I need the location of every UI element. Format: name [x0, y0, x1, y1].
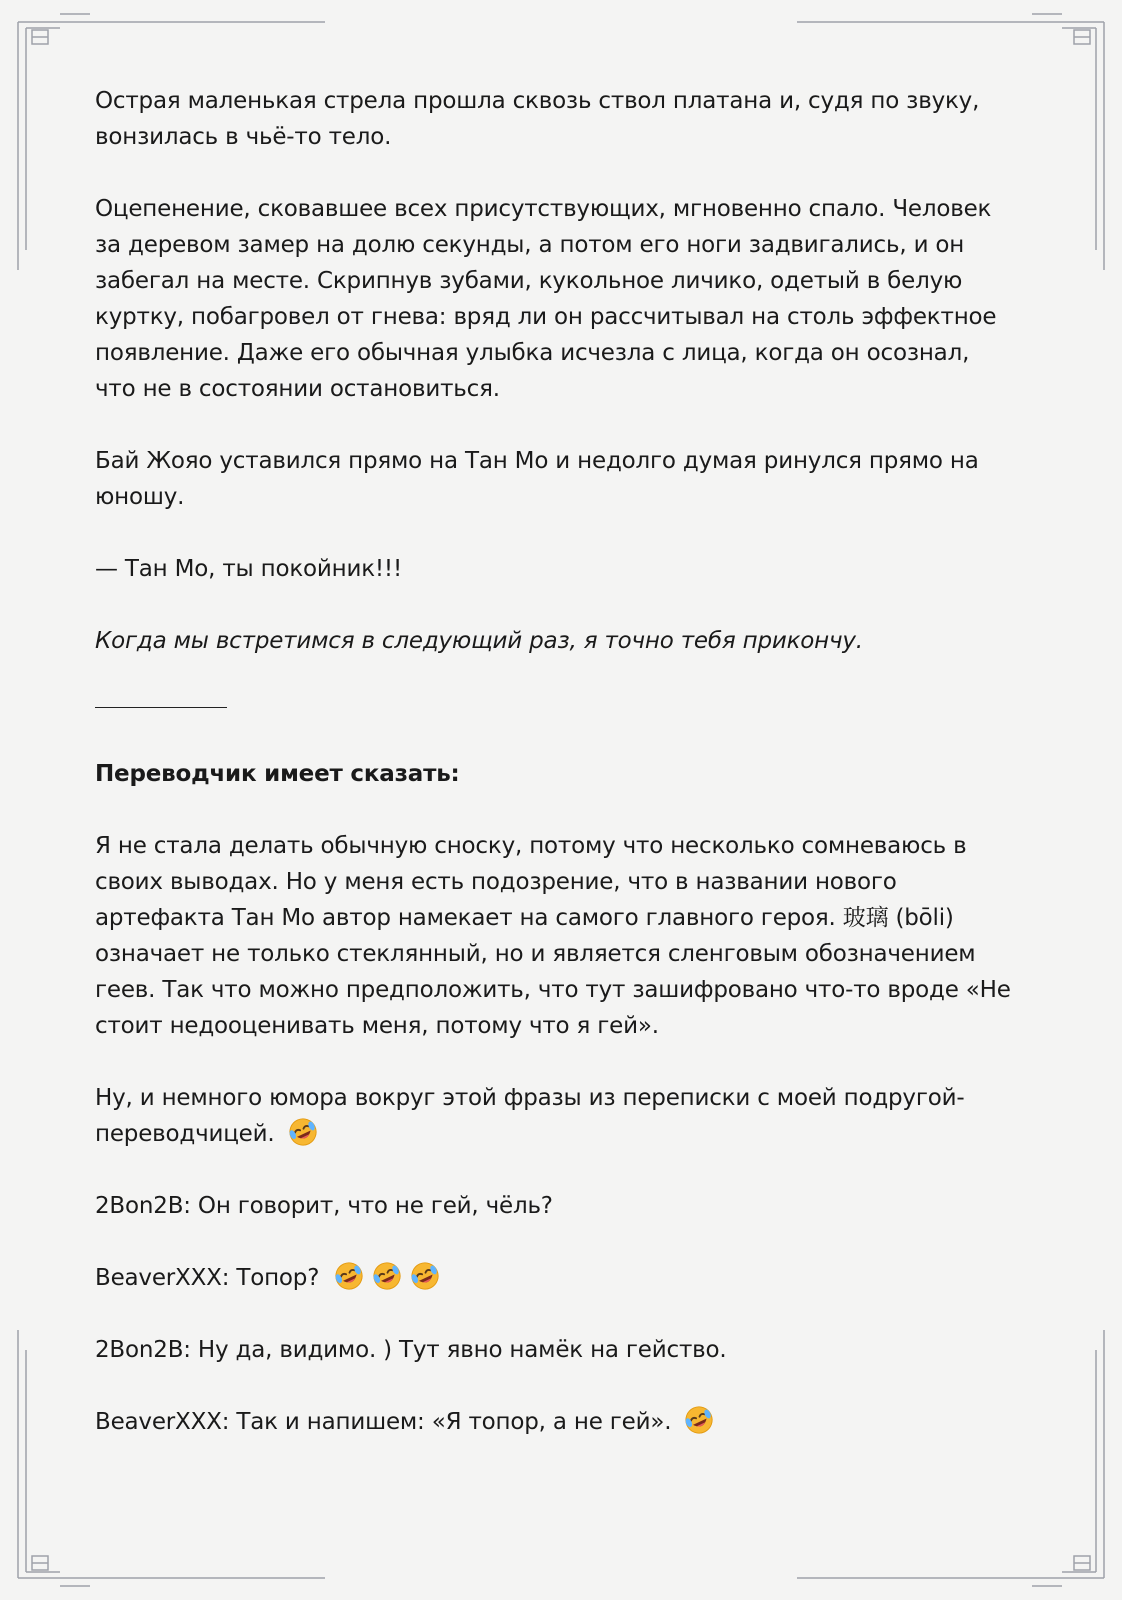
chat-message-3: 2Bon2B: Ну да, видимо. ) Тут явно намёк на гейство. — [95, 1337, 727, 1363]
paragraph-bai-zhoyao: Бай Жояо уставился прямо на Тан Мо и недолго думая ринулся прямо на юношу. — [95, 448, 979, 510]
paragraph-humor-intro: Ну, и немного юмора вокруг этой фразы из переписки с моей подругой- переводчицей. — [95, 1080, 1035, 1152]
rofl-emoji-icon — [288, 1117, 318, 1147]
rofl-emoji-icon — [410, 1261, 440, 1291]
chat-message-2: BeaverXXX: Топор? — [95, 1260, 1035, 1296]
separator-line — [95, 695, 227, 708]
italic-thought: Когда мы встретимся в следующий раз, я точно тебя прикончу. — [95, 628, 863, 654]
translator-heading: Переводчик имеет сказать: — [95, 761, 460, 787]
paragraph-arrow: Острая маленькая стрела прошла сквозь ствол платана и, судя по звуку, вонзилась в чьё-то тело. — [95, 88, 980, 150]
document-body — [95, 83, 1035, 1440]
rofl-emoji-icon — [684, 1405, 714, 1435]
dialogue-line: — Тан Мо, ты покойник!!! — [95, 556, 402, 582]
rofl-emoji-icon — [372, 1261, 402, 1291]
rofl-emoji-icon — [334, 1261, 364, 1291]
paragraph-stupor: Оцепенение, сковавшее всех присутствующих, мгновенно спало. Человек за деревом замер на долю секунды, а потом его ноги задвигались, и он забегал на месте. Скрипнув зубами, кукольное личико, одетый в белую куртку, побагровел от гнева: вряд ли он рассчитывал на столь эффектное появление. Даже его обычная улыбка исчезла с лица, когда он осознал, что не в состоянии остановиться. — [95, 196, 997, 402]
chat-message-4: BeaverXXX: Так и напишем: «Я топор, а не гей». — [95, 1404, 1035, 1440]
paragraph-translator-note: Я не стала делать обычную сноску, потому что несколько сомневаюсь в своих выводах. Но у меня есть подозрение, что в названии нового артефакта Тан Мо автор намекает на самого главного героя. 玻璃 (bōli) означает не только стеклянный, но и является сленговым обозначением геев. Так что можно предположить, что тут зашифровано что-то вроде «Не стоит недооценивать меня, потому что я гей». — [95, 833, 1011, 1039]
chat-message-1: 2Bon2B: Он говорит, что не гей, чёль? — [95, 1193, 553, 1219]
